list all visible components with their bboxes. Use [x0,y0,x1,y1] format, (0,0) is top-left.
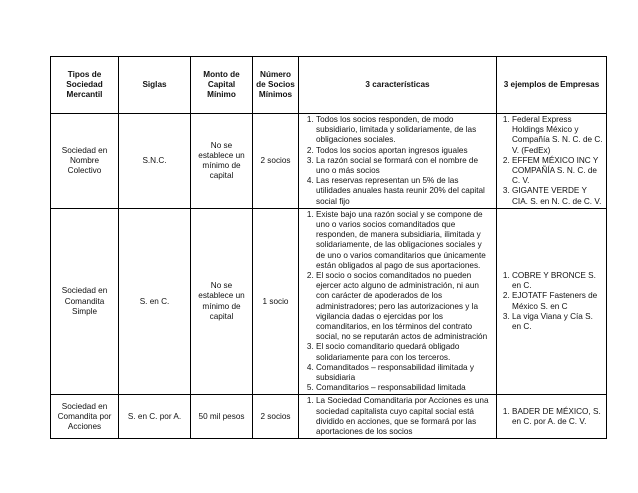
list-item: 2. EJOTATF Fasteners de México S. en C [512,291,603,311]
list-item: 1. Federal Express Holdings México y Compañía S. N. C. de C. V. (FedEx) [512,115,603,156]
header-socios: Número de Socios Mínimos [253,57,299,114]
list-item: 2. EFFEM MÉXICO INC Y COMPAÑÍA S. N. C. de C. V. [512,156,603,187]
list-item: 4. Las reservas representan un 5% de las utilidades anuales hasta reunir 20% del capital social fijo [316,176,493,207]
cell-tipo: Sociedad en Comandita Simple [51,208,119,395]
table-row [51,114,607,209]
cell-socios: 2 socios [253,395,299,439]
cell-tipo: Sociedad en Comandita por Acciones [51,395,119,439]
header-siglas: Siglas [119,57,191,114]
cell-siglas: S.N.C. [119,114,191,209]
header-monto: Monto de Capital Mínimo [191,57,253,114]
list-item: 1. BADER DE MÉXICO, S. en C. por A. de C. V. [512,407,603,427]
cell-monto: No se establece un mínimo de capital [191,114,253,209]
list-item: 1. Todos los socios responden, de modo subsidiario, limitada y solidariamente, de las obligaciones sociales. [316,115,493,146]
list-item: 1. COBRE Y BRONCE S. en C. [512,271,603,291]
list-item: 5. Comanditarios – responsabilidad limitada [316,383,493,393]
cell-siglas: S. en C. [119,208,191,395]
cell-ejemplos [497,208,607,395]
table-row [51,395,607,439]
cell-ejemplos [497,395,607,439]
cell-socios: 2 socios [253,114,299,209]
header-row [51,57,607,114]
list-item: 3. La razón social se formará con el nombre de uno o más socios [316,156,493,176]
cell-ejemplos [497,114,607,209]
cell-caracteristicas [299,395,497,439]
header-ejemplos: 3 ejemplos de Empresas [497,57,607,114]
list-item: 3. El socio comanditario quedará obligado solidariamente para con los terceros. [316,342,493,362]
list-item: 3. GIGANTE VERDE Y CIA. S. en N. C. de C. V. [512,186,603,206]
list-item: 4. Comanditados – responsabilidad ilimitada y subsidiaria [316,363,493,383]
table-row [51,208,607,395]
cell-tipo: Sociedad en Nombre Colectivo [51,114,119,209]
list-item: 3. La viga Viana y Cía S. en C. [512,312,603,332]
cell-monto: 50 mil pesos [191,395,253,439]
cell-socios: 1 socio [253,208,299,395]
sociedades-table [50,56,607,439]
list-item: 1. La Sociedad Comanditaria por Acciones es una sociedad capitalista cuyo capital social está dividido en acciones, que se formará por las aportaciones de los socios [316,396,493,437]
list-item: 1. Existe bajo una razón social y se compone de uno o varios socios comanditados que responden, de manera subsidiaria, ilimitada y solidariamente, de las obligaciones sociales y de uno o varios comanditarios que únicamente están obligados al pago de sus aportaciones. [316,210,493,271]
header-caracteristicas: 3 características [299,57,497,114]
cell-caracteristicas [299,208,497,395]
header-tipo: Tipos de Sociedad Mercantil [51,57,119,114]
cell-monto: No se establece un mínimo de capital [191,208,253,395]
list-item: 2. El socio o socios comanditados no pueden ejercer acto alguno de administración, ni aun con carácter de apoderados de los administradores; pero las autorizaciones y la vigilancia dadas o ejercidas por los comanditarios, en los términos del contrato social, no se reputarán actos de administración [316,271,493,342]
cell-siglas: S. en C. por A. [119,395,191,439]
list-item: 2. Todos los socios aportan ingresos iguales [316,146,493,156]
cell-caracteristicas [299,114,497,209]
